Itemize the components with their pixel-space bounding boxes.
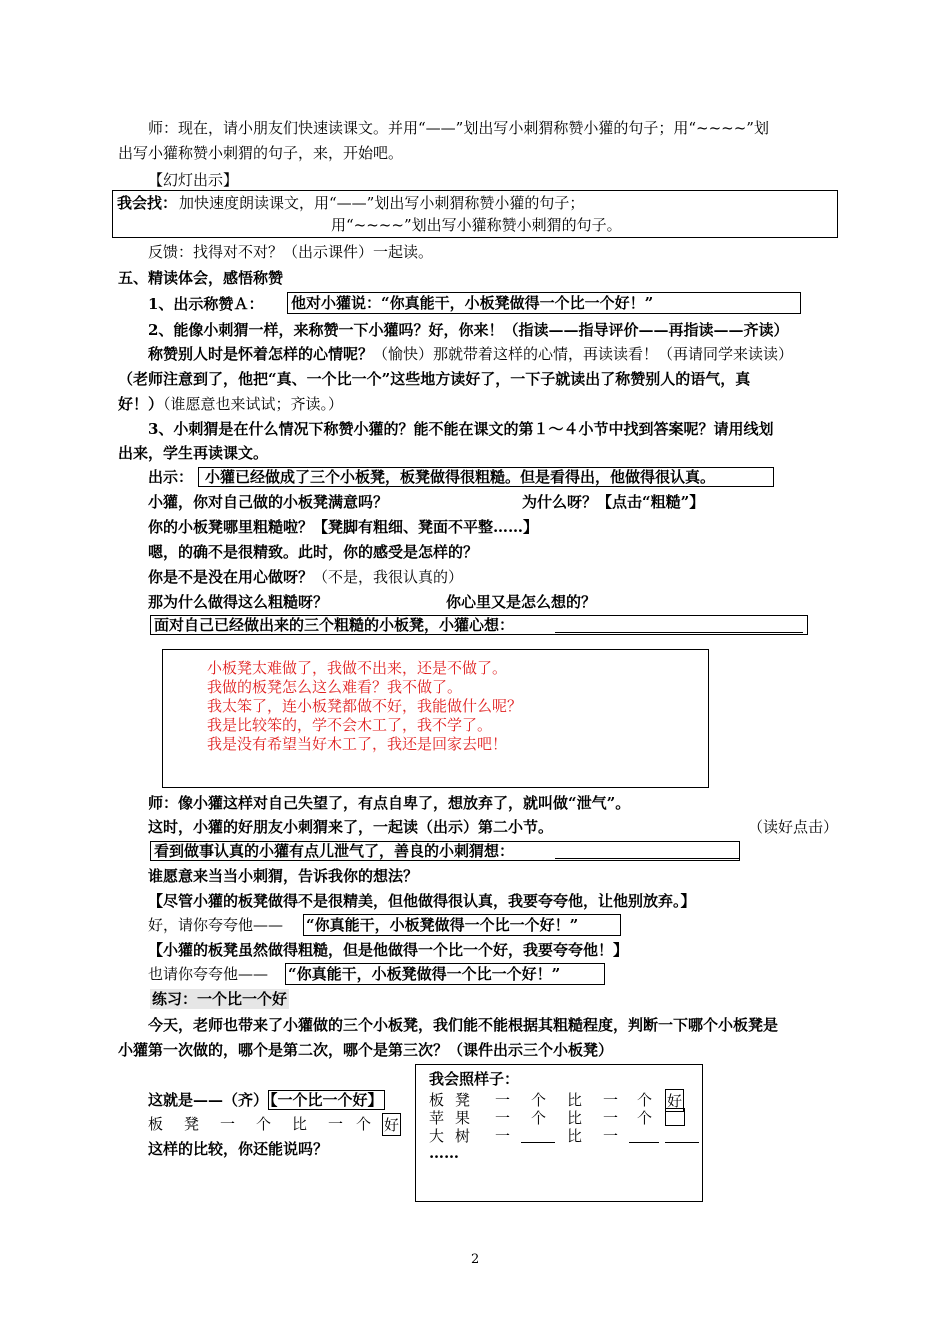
char: 板 — [429, 1091, 445, 1109]
dialog-line: 小獾，你对自己做的小板凳满意吗？ — [148, 493, 389, 511]
paragraph-line: （老师注意到了，他把“真、一个比一个”这些地方读好了，一下子就读出了称赞别人的语气，真 — [118, 370, 751, 388]
dialog-line: 你的小板凳哪里粗糙啦？【凳脚有粗细、凳面不平整……】 — [148, 518, 539, 536]
char: 苹 — [429, 1109, 445, 1127]
thought-line: 小板凳太难做了，我做不出来，还是不做了。 — [207, 659, 508, 677]
paragraph-line: 这样的比较，你还能说吗？ — [148, 1140, 329, 1158]
blank-box — [665, 1108, 685, 1126]
paragraph-line: 小獾第一次做的，哪个是第二次，哪个是第三次？（课件出示三个小板凳） — [118, 1041, 614, 1059]
question-text: 称赞别人时是怀着怎样的心情呢？ — [148, 345, 374, 363]
praise-box — [287, 292, 801, 314]
char: 个 — [356, 1115, 372, 1133]
example-row — [429, 1089, 699, 1109]
paragraph-line: 出来，学生再读课文。 — [118, 444, 269, 462]
char: 一 — [495, 1127, 511, 1145]
blank-line — [629, 1142, 659, 1143]
paragraph-line: 3、小刺猬是在什么情况下称赞小獾的？能不能在课文的第１～４小节中找到答案呢？请用线划 — [148, 420, 774, 438]
char: 一 — [495, 1091, 511, 1109]
slide-note: 【幻灯出示】 — [148, 171, 239, 189]
paragraph-line: 好，请你夸夸他—— — [148, 916, 284, 934]
item-label: 1、出示称赞Ａ： — [148, 295, 264, 313]
blank-line — [555, 858, 739, 859]
answer-box: 【一个比一个好】 — [270, 1091, 383, 1109]
paragraph-text: （谁愿意也来试试；齐读。） — [163, 395, 344, 413]
feedback-line: 反馈：找得对不对？（出示课件）一起读。 — [148, 243, 434, 261]
char: 一 — [495, 1109, 511, 1127]
example-row — [429, 1107, 699, 1127]
praise-box — [303, 914, 621, 936]
paragraph-line — [148, 344, 793, 364]
example-sentence — [148, 1113, 408, 1135]
char: 比 — [292, 1115, 308, 1133]
find-line: 加快速度朗读课文，用“——”划出写小刺猬称赞小獾的句子； — [179, 194, 585, 212]
find-box — [112, 190, 838, 238]
char: 果 — [455, 1109, 471, 1127]
praise-text: “你真能干，小板凳做得一个比一个好！” — [288, 965, 561, 983]
thought-box — [162, 649, 709, 788]
paragraph-line — [118, 394, 343, 414]
paragraph-line: 这时，小獾的好朋友小刺猬来了，一起读（出示）第二小节。 — [148, 818, 554, 836]
char: 个 — [637, 1091, 653, 1109]
paragraph-text: 好！） — [118, 395, 164, 413]
paragraph-text: 这就是——（齐） — [148, 1091, 269, 1109]
paragraph-line: 师：现在，请小朋友们快速读课文。并用“——”划出写小刺猬称赞小獾的句子；用“~~~~”划 — [148, 119, 769, 137]
page-number: 2 — [471, 1252, 480, 1267]
praise-text: “你真能干，小板凳做得一个比一个好！” — [306, 916, 579, 934]
char: 一 — [328, 1115, 344, 1133]
thought-line: 我是比较笨的，学不会木工了，我不学了。 — [207, 716, 493, 734]
char: 一 — [603, 1127, 619, 1145]
dialog-line: 那为什么做得这么粗糙呀？ — [148, 593, 329, 611]
char-box: 好 — [665, 1089, 684, 1112]
paragraph-line: 出写小獾称赞小刺猬的句子，来，开始吧。 — [118, 144, 404, 162]
show-label: 出示： — [148, 468, 194, 486]
dialog-line: 为什么呀？【点击“粗糙”】 — [522, 493, 705, 511]
blank-line — [521, 1142, 555, 1143]
paragraph-line: 【尽管小獾的板凳做得不是很精美，但他做得很认真，我要夸夸他，让他别放弃。】 — [148, 892, 696, 910]
side-note: （读好点击） — [748, 818, 839, 836]
paragraph-line: 师：像小獾这样对自己失望了，有点自卑了，想放弃了，就叫做“泄气”。 — [148, 794, 631, 812]
dialog-answer: （不是，我很认真的） — [313, 568, 464, 586]
char: 个 — [531, 1091, 547, 1109]
practice-heading: 练习：一个比一个好 — [152, 990, 288, 1008]
dialog-line — [148, 567, 463, 587]
section-heading: 五、精读体会，感悟称赞 — [118, 269, 284, 287]
char: 大 — [429, 1127, 445, 1145]
example-title: 我会照样子： — [429, 1070, 520, 1088]
find-label: 我会找： — [117, 194, 178, 212]
char: 比 — [567, 1091, 583, 1109]
paragraph-line: 今天，老师也带来了小獾做的三个小板凳，我们能不能根据其粗糙程度，判断一下哪个小板凳是 — [148, 1016, 779, 1034]
think-box — [150, 615, 808, 635]
char: 个 — [531, 1109, 547, 1127]
char: 凳 — [184, 1115, 200, 1133]
char: 一 — [603, 1091, 619, 1109]
char: 凳 — [455, 1091, 471, 1109]
praise-box — [285, 963, 605, 985]
paragraph-line — [148, 1090, 385, 1110]
praise-text: 他对小獾说：“你真能干，小板凳做得一个比一个好！” — [291, 294, 654, 312]
paragraph-line: 【小獾的板凳虽然做得粗糙，但是他做得一个比一个好，我要夸夸他！】 — [148, 941, 629, 959]
example-ellipsis: …… — [429, 1144, 459, 1162]
show-text: 小獾已经做成了三个小板凳，板凳做得很粗糙。但是看得出，他做得很认真。 — [205, 468, 716, 486]
paragraph-line: 也请你夸夸他—— — [148, 965, 269, 983]
dialog-text: 你是不是没在用心做呀？ — [148, 568, 314, 586]
dialog-line: 你心里又是怎么想的？ — [446, 593, 597, 611]
example-box — [415, 1064, 703, 1202]
hedgehog-text: 看到做事认真的小獾有点儿泄气了，善良的小刺猬想： — [154, 842, 515, 860]
find-line: 用“~~~~”划出写小獾称赞小刺猬的句子。 — [331, 216, 622, 234]
paragraph-line: 2、能像小刺猬一样，来称赞一下小獾吗？好，你来！（指读——指导评价——再指读——齐读） — [148, 321, 789, 339]
thought-line: 我做的板凳怎么这么难看？我不做了。 — [207, 678, 463, 696]
char: 个 — [256, 1115, 272, 1133]
char: 个 — [637, 1109, 653, 1127]
char: 一 — [220, 1115, 236, 1133]
answer-text: （愉快）那就带着这样的心情，再读读看！（再请同学来读读） — [373, 345, 794, 363]
char: 比 — [567, 1109, 583, 1127]
paragraph-line: 谁愿意来当当小刺猬，告诉我你的想法？ — [148, 867, 419, 885]
char: 树 — [455, 1127, 471, 1145]
dialog-line: 嗯，的确不是很精致。此时，你的感受是怎样的？ — [148, 543, 479, 561]
char: 板 — [148, 1115, 164, 1133]
thought-line: 我是没有希望当好木工了，我还是回家去吧！ — [207, 735, 508, 753]
blank-line — [555, 632, 803, 633]
thought-line: 我太笨了，连小板凳都做不好，我能做什么呢？ — [207, 697, 523, 715]
char-box: 好 — [382, 1113, 401, 1136]
char: 一 — [603, 1109, 619, 1127]
show-box — [198, 467, 774, 487]
hedgehog-box — [150, 841, 740, 861]
think-text: 面对自己已经做出来的三个粗糙的小板凳，小獾心想： — [154, 616, 515, 634]
char: 比 — [567, 1127, 583, 1145]
blank-line — [665, 1142, 699, 1143]
example-row — [429, 1125, 699, 1145]
